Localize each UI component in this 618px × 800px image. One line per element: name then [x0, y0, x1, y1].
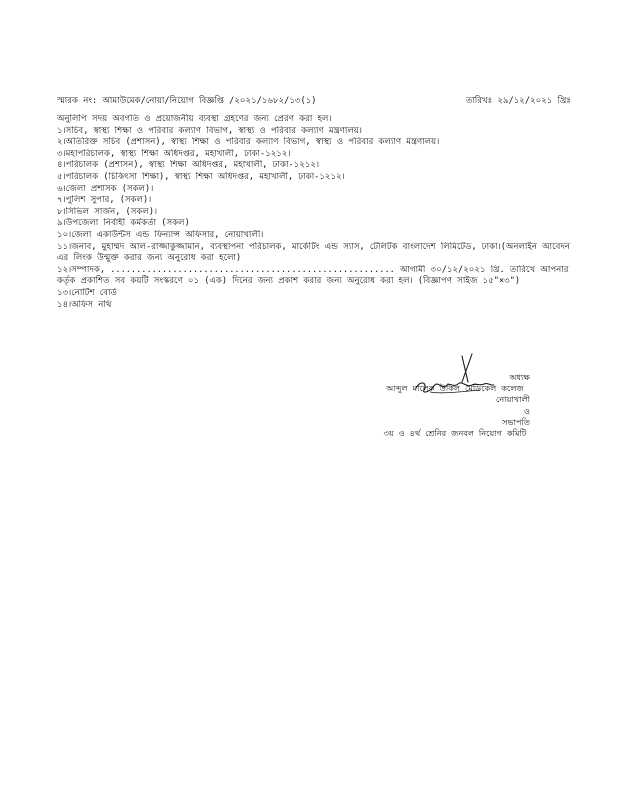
list-item: ১৪।অফিস নথি: [57, 299, 112, 310]
list-item: ৬।জেলা প্রশাসক (সকল)।: [57, 183, 154, 194]
college-name: আব্দুল মালেক উকিল মেডিকেল কলেজ: [386, 383, 524, 394]
college-location: নোয়াখালী: [496, 394, 530, 405]
memo-header: [57, 94, 571, 108]
list-item: ১১।জনাব, মুহাম্মদ আল-রাজ্জাকুজ্জামান, ব্যবস্থাপনা পরিচালক, মার্কেটিং এন্ড স্যাস, টেলিটক বাংলাদেশ লিমিটেড, ঢাকা।(অনলাইন আবেদন এর লিংক উন্মুক্ত করার জন্য অনুরোধ করা হলো): [57, 241, 571, 264]
list-item: ৪।পরিচালক (প্রশাসন), স্বাস্থ্য শিক্ষা অধিদপ্তর, মহাখালী, ঢাকা-১২১২।: [57, 160, 320, 171]
conjunction: ও: [523, 405, 530, 416]
list-item: ১।সচিব, স্বাস্থ্য শিক্ষা ও পরিবার কল্যাণ বিভাগ, স্বাস্থ্য ও পরিবার কল্যাণ মন্ত্রণালয়।: [57, 125, 362, 136]
list-item: ৩।মহাপরিচালক, স্বাস্থ্য শিক্ষা অধিদপ্তর, মহাখালী, ঢাকা-১২১২।: [57, 148, 291, 159]
signatory-designation: অধ্যক্ষ: [509, 372, 530, 382]
signature-block: [330, 372, 580, 439]
list-item: ৭।পুলিশ সুপার, (সকল)।: [57, 195, 152, 206]
list-item: ১০।জেলা একাউন্টস এন্ড ফিন্যান্স অফিসার, নোয়াখালী।: [57, 229, 264, 240]
distribution-list: [57, 114, 577, 311]
memo-date: তারিখঃ ২৯/১২/২০২১ খ্রিঃ: [465, 96, 571, 106]
list-item: ২।অতিরিক্ত সচিব (প্রশাসন), স্বাস্থ্য শিক্ষা ও পরিবার কল্যাণ বিভাগ, স্বাস্থ্য ও পরিবার কল্যাণ মন্ত্রণালয়।: [57, 137, 440, 148]
list-item: ৫।পরিচালক (চিকিৎসা শিক্ষা), স্বাস্থ্য শিক্ষা অধিদপ্তর, মহাখালী, ঢাকা-১২১২।: [57, 171, 345, 182]
list-item: ১৩।নোটিশ বোর্ড: [57, 287, 117, 298]
memo-reference: স্মারক নং: আমাউমেক/নোয়া/নিয়োগ বিজ্ঞপ্তি /২০২১/১৬৮২/১৩(১): [57, 96, 317, 106]
committee-name: ৩য় ও ৪র্থ শ্রেনির জনবল নিয়োগ কমিটি: [383, 428, 527, 439]
intro-line: অনুলিপি সদয় অবগতি ও প্রয়োজনীয় ব্যবস্থা গ্রহণের জন্য প্রেরণ করা হল।: [57, 114, 332, 124]
list-item: ৯।উপজেলা নির্বাহী কর্মকর্তা (সকল): [57, 218, 190, 229]
list-item: ৮।সিভিল সার্জন, (সকল)।: [57, 206, 158, 217]
list-item: ১২।সম্পাদক, ....................................................... আগামী ৩০/১২/২০২১ খ্রি. তারিখে আপনার কর্তৃক প্রকাশিত সব কয়টি সংস্করণে ০১ (এক) দিনের জন্য প্রকাশ করার জন্য অনুরোধ করা হল। (বিজ্ঞাপণ সাইজ ১৫"×৩"): [57, 264, 569, 287]
signatory-role: সভাপতি: [502, 416, 530, 427]
